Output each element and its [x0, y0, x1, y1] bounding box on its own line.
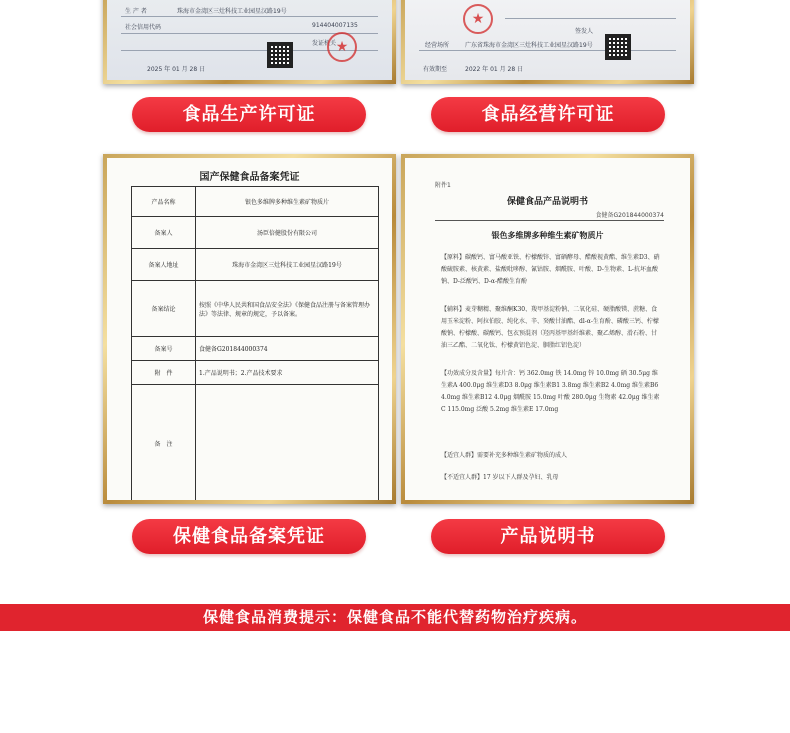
operation-expiry-label: 有效期至	[423, 66, 448, 73]
manual-functional-content: 【功效成分及含量】每片含：钙 362.0mg 铁 14.0mg 锌 10.0mg 硒 30.5μg 维生素A 400.0μg 维生素D3 8.0μg 维生素B1 3.8mg 维生素B2 4.0mg 维生素B6 4.0mg 维生素B12 4.0μg 烟酰胺 15.0mg 叶酸 280.0μg 生物素 42.0μg 维生素C 115.0mg 泛酸 5.2mg 维生素E 17.0mg	[441, 370, 660, 413]
production-seal-icon: ★	[327, 32, 357, 62]
operation-field-1-value: 广东省珠海市金湾区三灶科技工业园星汉路19号	[465, 42, 593, 49]
product-manual-document	[405, 158, 690, 500]
production-license-label: 食品生产许可证	[132, 97, 366, 132]
record-certificate-label: 保健食品备案凭证	[132, 519, 366, 554]
manual-unsuitable-people: 【不适宜人群】17 岁以下人群及孕妇、乳母	[441, 474, 559, 481]
record-value: 1.产品说明书；2.产品技术要求	[196, 361, 379, 385]
record-certificate-document	[107, 158, 392, 500]
operation-expiry: 2022 年 01 月 28 日	[465, 66, 524, 73]
manual-record-no: 食健备G201844000374	[595, 212, 664, 219]
record-row-address	[132, 249, 379, 281]
operation-seal-icon: ★	[463, 4, 493, 34]
record-value: 珠海市金湾区三灶科技工业园星汉路19号	[196, 249, 379, 281]
record-certificate-frame	[103, 154, 396, 504]
production-license-frame	[103, 0, 396, 84]
record-key: 附 件	[132, 361, 196, 385]
record-row-attachment	[132, 361, 379, 385]
record-table	[131, 186, 379, 500]
record-value: 汤臣倍健股份有限公司	[196, 217, 379, 249]
product-manual-label: 产品说明书	[431, 519, 665, 554]
manual-divider	[435, 220, 664, 221]
operation-qr-code	[605, 34, 631, 60]
operation-license-frame	[401, 0, 694, 84]
record-value	[196, 385, 379, 501]
record-value: 银色多维牌多种维生素矿物质片	[196, 187, 379, 217]
record-row-conclusion	[132, 281, 379, 337]
record-row-number	[132, 337, 379, 361]
production-qr-code	[267, 42, 293, 68]
record-key: 备案人	[132, 217, 196, 249]
record-key: 备案结论	[132, 281, 196, 337]
record-value: 食健备G201844000374	[196, 337, 379, 361]
production-field-2-value: 914404007135	[312, 22, 358, 29]
production-expiry: 2025 年 01 月 28 日	[147, 66, 206, 73]
production-license-image	[107, 0, 392, 80]
manual-excipients: 【辅料】麦芽糊精、聚维酮K30、羧甲基淀粉钠、二氧化硅、硬脂酸镁、蔗糖、食用玉米淀粉、阿拉伯胶、纯化水、辛、癸酸甘油酯、dl-α-生育酚、磷酸三钙、柠檬酸钠、柠檬酸、碳酸钙、包衣预混剂（羟丙基甲基纤维素、聚乙烯醇、滑石粉、甘油三乙酯、二氧化钛、柠檬黄铝色淀、胭脂红铝色淀）	[441, 306, 659, 349]
consumer-notice-banner: 保健食品消费提示：保健食品不能代替药物治疗疾病。	[0, 604, 790, 631]
manual-attachment-no: 附件1	[435, 182, 451, 189]
record-key: 备 注	[132, 385, 196, 501]
operation-field-1: 经营场所	[425, 42, 450, 49]
manual-suitable-people: 【适宜人群】需要补充多种维生素矿物质的成人	[441, 452, 568, 459]
record-row-remarks	[132, 385, 379, 501]
record-row-product	[132, 187, 379, 217]
product-manual-frame	[401, 154, 694, 504]
record-key: 产品名称	[132, 187, 196, 217]
production-field-3: 发证机关	[312, 40, 337, 47]
operation-field-2: 签发人	[575, 28, 594, 35]
record-key: 备案人地址	[132, 249, 196, 281]
operation-license-label: 食品经营许可证	[431, 97, 665, 132]
record-value: 按照《中华人民共和国食品安全法》《保健食品注册与备案管理办法》等法律、规章的规定，予以备案。	[196, 281, 379, 337]
manual-title: 保健食品产品说明书	[506, 197, 588, 207]
production-field-2: 社会信用代码	[125, 24, 162, 31]
production-field-1-value: 珠海市金湾区三灶科技工业园星汉路19号	[177, 8, 287, 15]
record-key: 备案号	[132, 337, 196, 361]
operation-license-image	[405, 0, 690, 80]
record-title: 国产保健食品备案凭证	[199, 172, 300, 183]
production-field-1: 生 产 者	[125, 8, 147, 15]
manual-product-name: 银色多维牌多种维生素矿物质片	[491, 230, 604, 240]
record-row-filer	[132, 217, 379, 249]
manual-ingredients: 【原料】碳酸钙、富马酸亚铁、柠檬酸锌、富硒酵母、醋酸视黄酯、维生素D3、硝酸硫胺素、核黄素、盐酸吡哆醇、氰钴胺、烟酰胺、叶酸、D-生物素、L-抗坏血酸钠、D-泛酸钙、D-α-醋酸生育酚	[441, 254, 660, 285]
